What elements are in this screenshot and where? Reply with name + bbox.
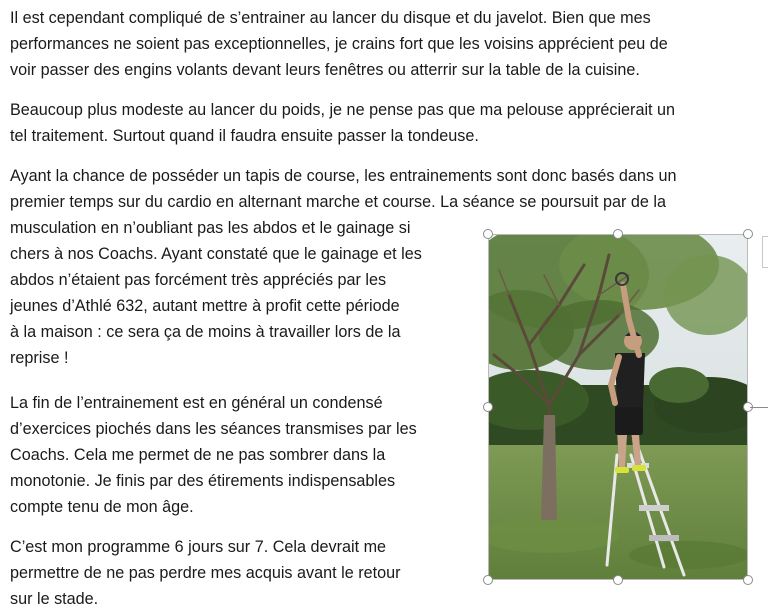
text-line: performances ne soient pas exceptionnelles, je crains fort que les voisins apprécient peu de (10, 35, 668, 53)
anchor-line (750, 407, 768, 408)
paragraph-1[interactable] (10, 5, 668, 83)
text-line: Coachs. Cela me permet de ne pas sombrer dans la (10, 446, 386, 464)
selected-image-frame[interactable] (488, 234, 748, 580)
text-line: permettre de ne pas perdre mes acquis avant le retour (10, 564, 401, 582)
text-line: monotonie. Je finis par des étirements indispensables (10, 472, 396, 490)
text-line: voir passer des engins volants devant leurs fenêtres ou atterrir sur la table de la cuisine. (10, 61, 640, 79)
text-line: Il est cependant compliqué de s’entrainer au lancer du disque et du javelot. Bien que mes (10, 9, 651, 27)
text-line: Beaucoup plus modeste au lancer du poids, je ne pense pas que ma pelouse apprécierait un (10, 101, 676, 119)
text-line: tel traitement. Surtout quand il faudra ensuite passer la tondeuse. (10, 127, 479, 145)
text-line: chers à nos Coachs. Ayant constaté que le gainage et les (10, 245, 422, 263)
text-line: jeunes d’Athlé 632, autant mettre à profit cette période (10, 297, 400, 315)
layout-options-button[interactable] (762, 236, 768, 268)
text-line: abdos n’étaient pas forcément très appréciés par les (10, 271, 387, 289)
paragraph-5[interactable] (10, 534, 401, 612)
photo-man-on-stepladder-icon[interactable] (488, 234, 748, 580)
text-line: reprise ! (10, 349, 69, 367)
resize-handle-middle-left[interactable] (483, 402, 493, 412)
text-line: à la maison : ce sera ça de moins à travailler lors de la (10, 323, 401, 341)
text-line: d’exercices piochés dans les séances transmises par les (10, 420, 417, 438)
text-line: Ayant la chance de posséder un tapis de course, les entrainements sont donc basés dans un (10, 167, 677, 185)
photo-illustration (489, 235, 748, 580)
text-line: C’est mon programme 6 jours sur 7. Cela devrait me (10, 538, 387, 556)
resize-handle-top-left[interactable] (483, 229, 493, 239)
text-line: premier temps sur du cardio en alternant marche et course. La séance se poursuit par de la (10, 193, 666, 211)
text-line: sur le stade. (10, 590, 99, 608)
resize-handle-top-right[interactable] (743, 229, 753, 239)
paragraph-4[interactable] (10, 390, 417, 520)
resize-handle-top-center[interactable] (613, 229, 623, 239)
text-line: musculation en n’oubliant pas les abdos et le gainage si (10, 219, 411, 237)
text-line: La fin de l’entrainement est en général un condensé (10, 394, 383, 412)
resize-handle-bottom-left[interactable] (483, 575, 493, 585)
paragraph-2[interactable] (10, 97, 675, 149)
text-line: compte tenu de mon âge. (10, 498, 194, 516)
resize-handle-bottom-center[interactable] (613, 575, 623, 585)
resize-handle-bottom-right[interactable] (743, 575, 753, 585)
